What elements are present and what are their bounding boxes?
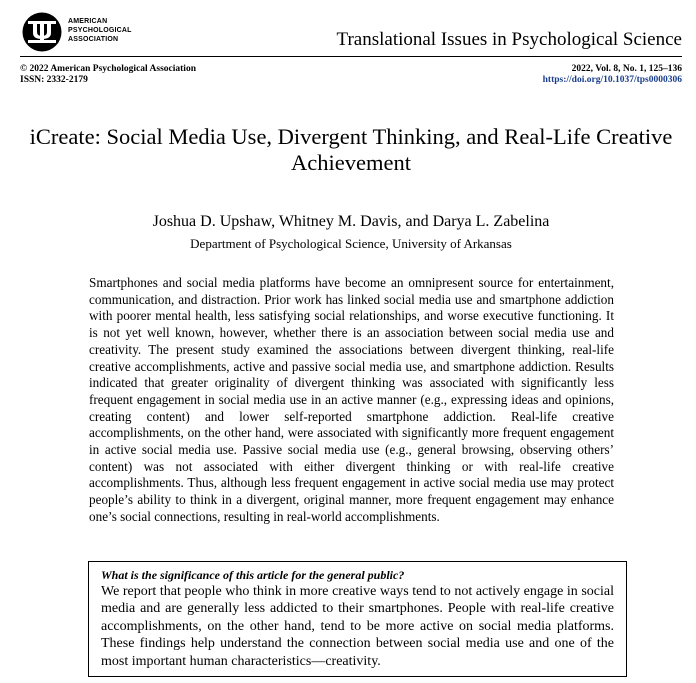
- publisher-line-1: AMERICAN: [68, 18, 108, 25]
- publisher-name: [68, 17, 132, 44]
- journal-title: Translational Issues in Psychological Science: [336, 29, 682, 50]
- significance-heading: What is the significance of this article for the general public?: [101, 568, 405, 582]
- header-rule: [20, 56, 682, 57]
- publisher-line-2: PSYCHOLOGICAL: [68, 27, 132, 34]
- significance-body: We report that people who think in more creative ways tend to not actively engage in social media and are generally less addicted to their smartphones. People with real-life creative accomplishments, on the other hand, tend to be more active on social media platforms. These findings help understand the connection between social media use and one of the most important human characteristics—creativity.: [101, 584, 614, 669]
- apa-logo-icon: [22, 12, 62, 52]
- publisher-line-3: ASSOCIATION: [68, 36, 119, 43]
- abstract: Smartphones and social media platforms have become an omnipresent source for entertainment, communication, and distraction. Prior work has linked social media use and smartphone addiction with poorer mental health, less satisfying social relationships, and worse executive functioning. It is not yet well known, however, whether there is an association between social media use and creativity. The present study examined the associations between divergent thinking, real-life creative accomplishments, active and passive social media use, and smartphone addiction. Results indicated that greater originality of divergent thinking was associated with significantly less frequent engagement in social media use in an active manner (e.g., expressing ideas and opinions, creating content) and lower self-reported smartphone addiction. Real-life creative accomplishments, on the other hand, were associated with significantly more frequent engagement in active social media use. Passive social media use (e.g., general browsing, observing others’ content) was not associated with either divergent thinking or with real-life creative accomplishments. Thus, although less frequent engagement in active social media use may protect people’s ability to think in a divergent, original manner, more frequent engagement may enhance one’s social connections, resulting in real-world accomplishments.: [89, 275, 614, 524]
- citation-block: [543, 64, 682, 86]
- article-title: iCreate: Social Media Use, Divergent Thinking, and Real-Life Creative Achievement: [29, 124, 673, 175]
- issn-line: ISSN: 2332-2179: [20, 75, 88, 85]
- doi-link[interactable]: https://doi.org/10.1037/tps0000306: [542, 75, 682, 85]
- citation-line: 2022, Vol. 8, No. 1, 125–136: [571, 64, 682, 74]
- copyright-line: © 2022 American Psychological Association: [20, 64, 196, 74]
- author-affiliation: Department of Psychological Science, University of Arkansas: [190, 236, 512, 251]
- significance-box: [88, 561, 627, 677]
- copyright-block: [20, 64, 196, 86]
- article-authors: Joshua D. Upshaw, Whitney M. Davis, and Darya L. Zabelina: [152, 213, 550, 230]
